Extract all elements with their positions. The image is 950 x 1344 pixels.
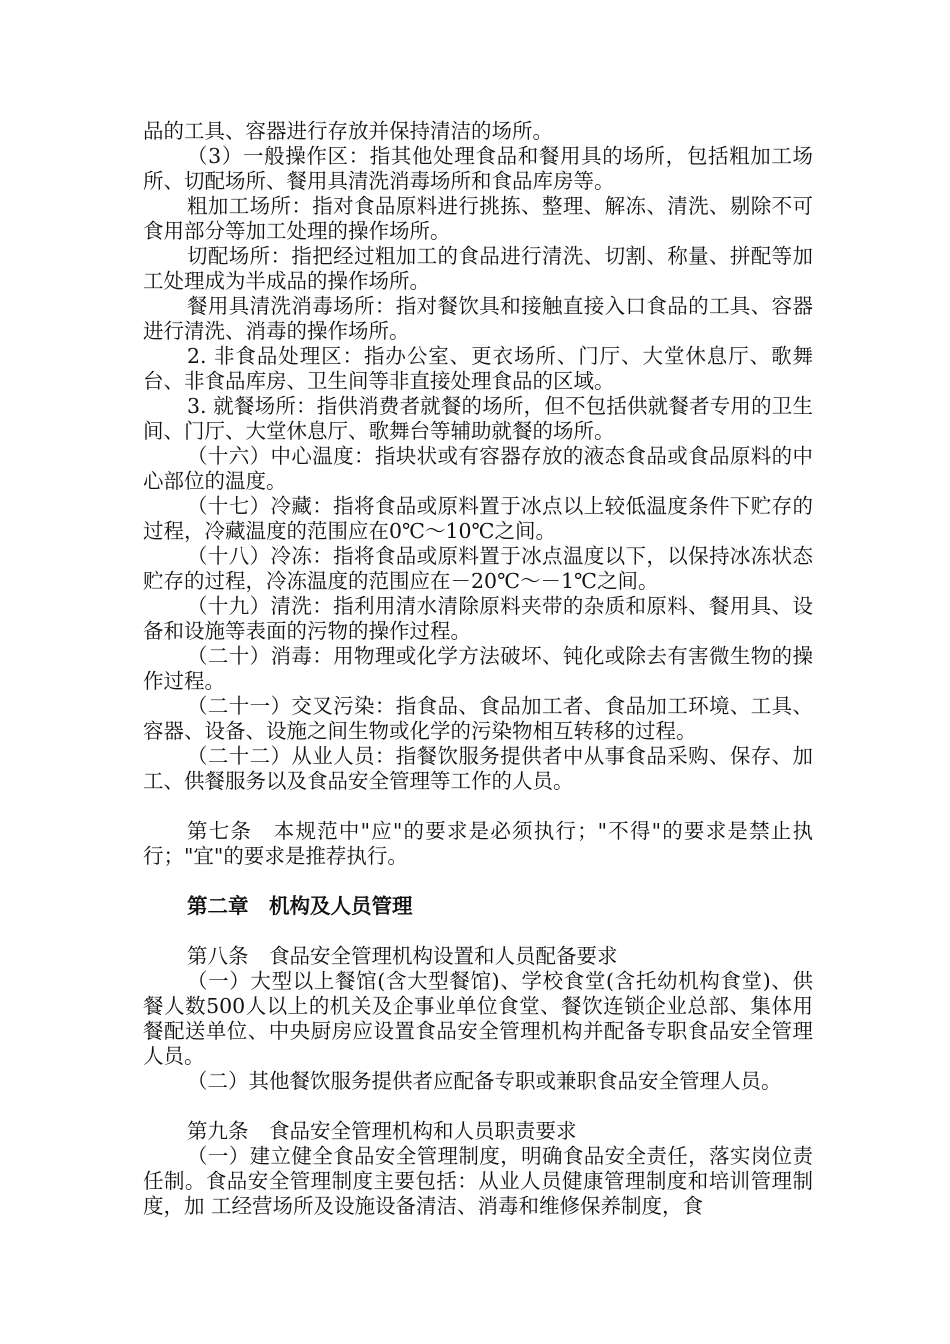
paragraph: （一）建立健全食品安全管理制度，明确食品安全责任，落实岗位责任制。食品安全管理制度主要包括：从业人员健康管理制度和培训管理制度，加 工经营场所及设施设备清洁、消毒和维修保养制度，食 bbox=[143, 1144, 813, 1218]
paragraph: （3）一般操作区：指其他处理食品和餐用具的场所，包括粗加工场所、切配场所、餐用具清洗消毒场所和食品库房等。 bbox=[143, 144, 813, 193]
paragraph: 2. 非食品处理区：指办公室、更衣场所、门厅、大堂休息厅、歌舞台、非食品库房、卫生间等非直接处理食品的区域。 bbox=[143, 344, 813, 393]
paragraph: （二）其他餐饮服务提供者应配备专职或兼职食品安全管理人员。 bbox=[187, 1069, 782, 1093]
paragraph: 第八条 食品安全管理机构设置和人员配备要求 bbox=[187, 944, 618, 968]
paragraph: 第七条 本规范中"应"的要求是必须执行；"不得"的要求是禁止执行；"宜"的要求是推荐执行。 bbox=[143, 819, 813, 868]
paragraph: 粗加工场所：指对食品原料进行挑拣、整理、解冻、清洗、剔除不可食用部分等加工处理的操作场所。 bbox=[143, 194, 813, 243]
paragraph: 切配场所：指把经过粗加工的食品进行清洗、切割、称量、拼配等加工处理成为半成品的操作场所。 bbox=[143, 244, 813, 293]
paragraph: 第九条 食品安全管理机构和人员职责要求 bbox=[187, 1119, 577, 1143]
chapter-heading: 第二章 机构及人员管理 bbox=[187, 894, 413, 918]
paragraph: （十八）冷冻：指将食品或原料置于冰点温度以下，以保持冰冻状态贮存的过程，冷冻温度的范围应在－20℃～－1℃之间。 bbox=[143, 544, 813, 593]
paragraph: 餐用具清洗消毒场所：指对餐饮具和接触直接入口食品的工具、容器进行清洗、消毒的操作场所。 bbox=[143, 294, 813, 343]
paragraph: （十九）清洗：指利用清水清除原料夹带的杂质和原料、餐用具、设备和设施等表面的污物的操作过程。 bbox=[143, 594, 813, 643]
document-page bbox=[143, 119, 813, 1219]
paragraph: （二十一）交叉污染：指食品、食品加工者、食品加工环境、工具、容器、设备、设施之间生物或化学的污染物相互转移的过程。 bbox=[143, 694, 813, 743]
paragraph: 3. 就餐场所：指供消费者就餐的场所，但不包括供就餐者专用的卫生间、门厅、大堂休息厅、歌舞台等辅助就餐的场所。 bbox=[143, 394, 813, 443]
paragraph: （十七）冷藏：指将食品或原料置于冰点以上较低温度条件下贮存的过程，冷藏温度的范围应在0℃～10℃之间。 bbox=[143, 494, 813, 543]
paragraph: 品的工具、容器进行存放并保持清洁的场所。 bbox=[143, 119, 553, 143]
paragraph: （二十）消毒：用物理或化学方法破坏、钝化或除去有害微生物的操作过程。 bbox=[143, 644, 813, 693]
paragraph: （十六）中心温度：指块状或有容器存放的液态食品或食品原料的中心部位的温度。 bbox=[143, 444, 813, 493]
paragraph: （一）大型以上餐馆(含大型餐馆)、学校食堂(含托幼机构食堂)、供餐人数500人以上的机关及企事业单位食堂、餐饮连锁企业总部、集体用餐配送单位、中央厨房应设置食品安全管理机构并配备专职食品安全管理人员。 bbox=[143, 969, 813, 1068]
paragraph: （二十二）从业人员：指餐饮服务提供者中从事食品采购、保存、加工、供餐服务以及食品安全管理等工作的人员。 bbox=[143, 744, 813, 793]
